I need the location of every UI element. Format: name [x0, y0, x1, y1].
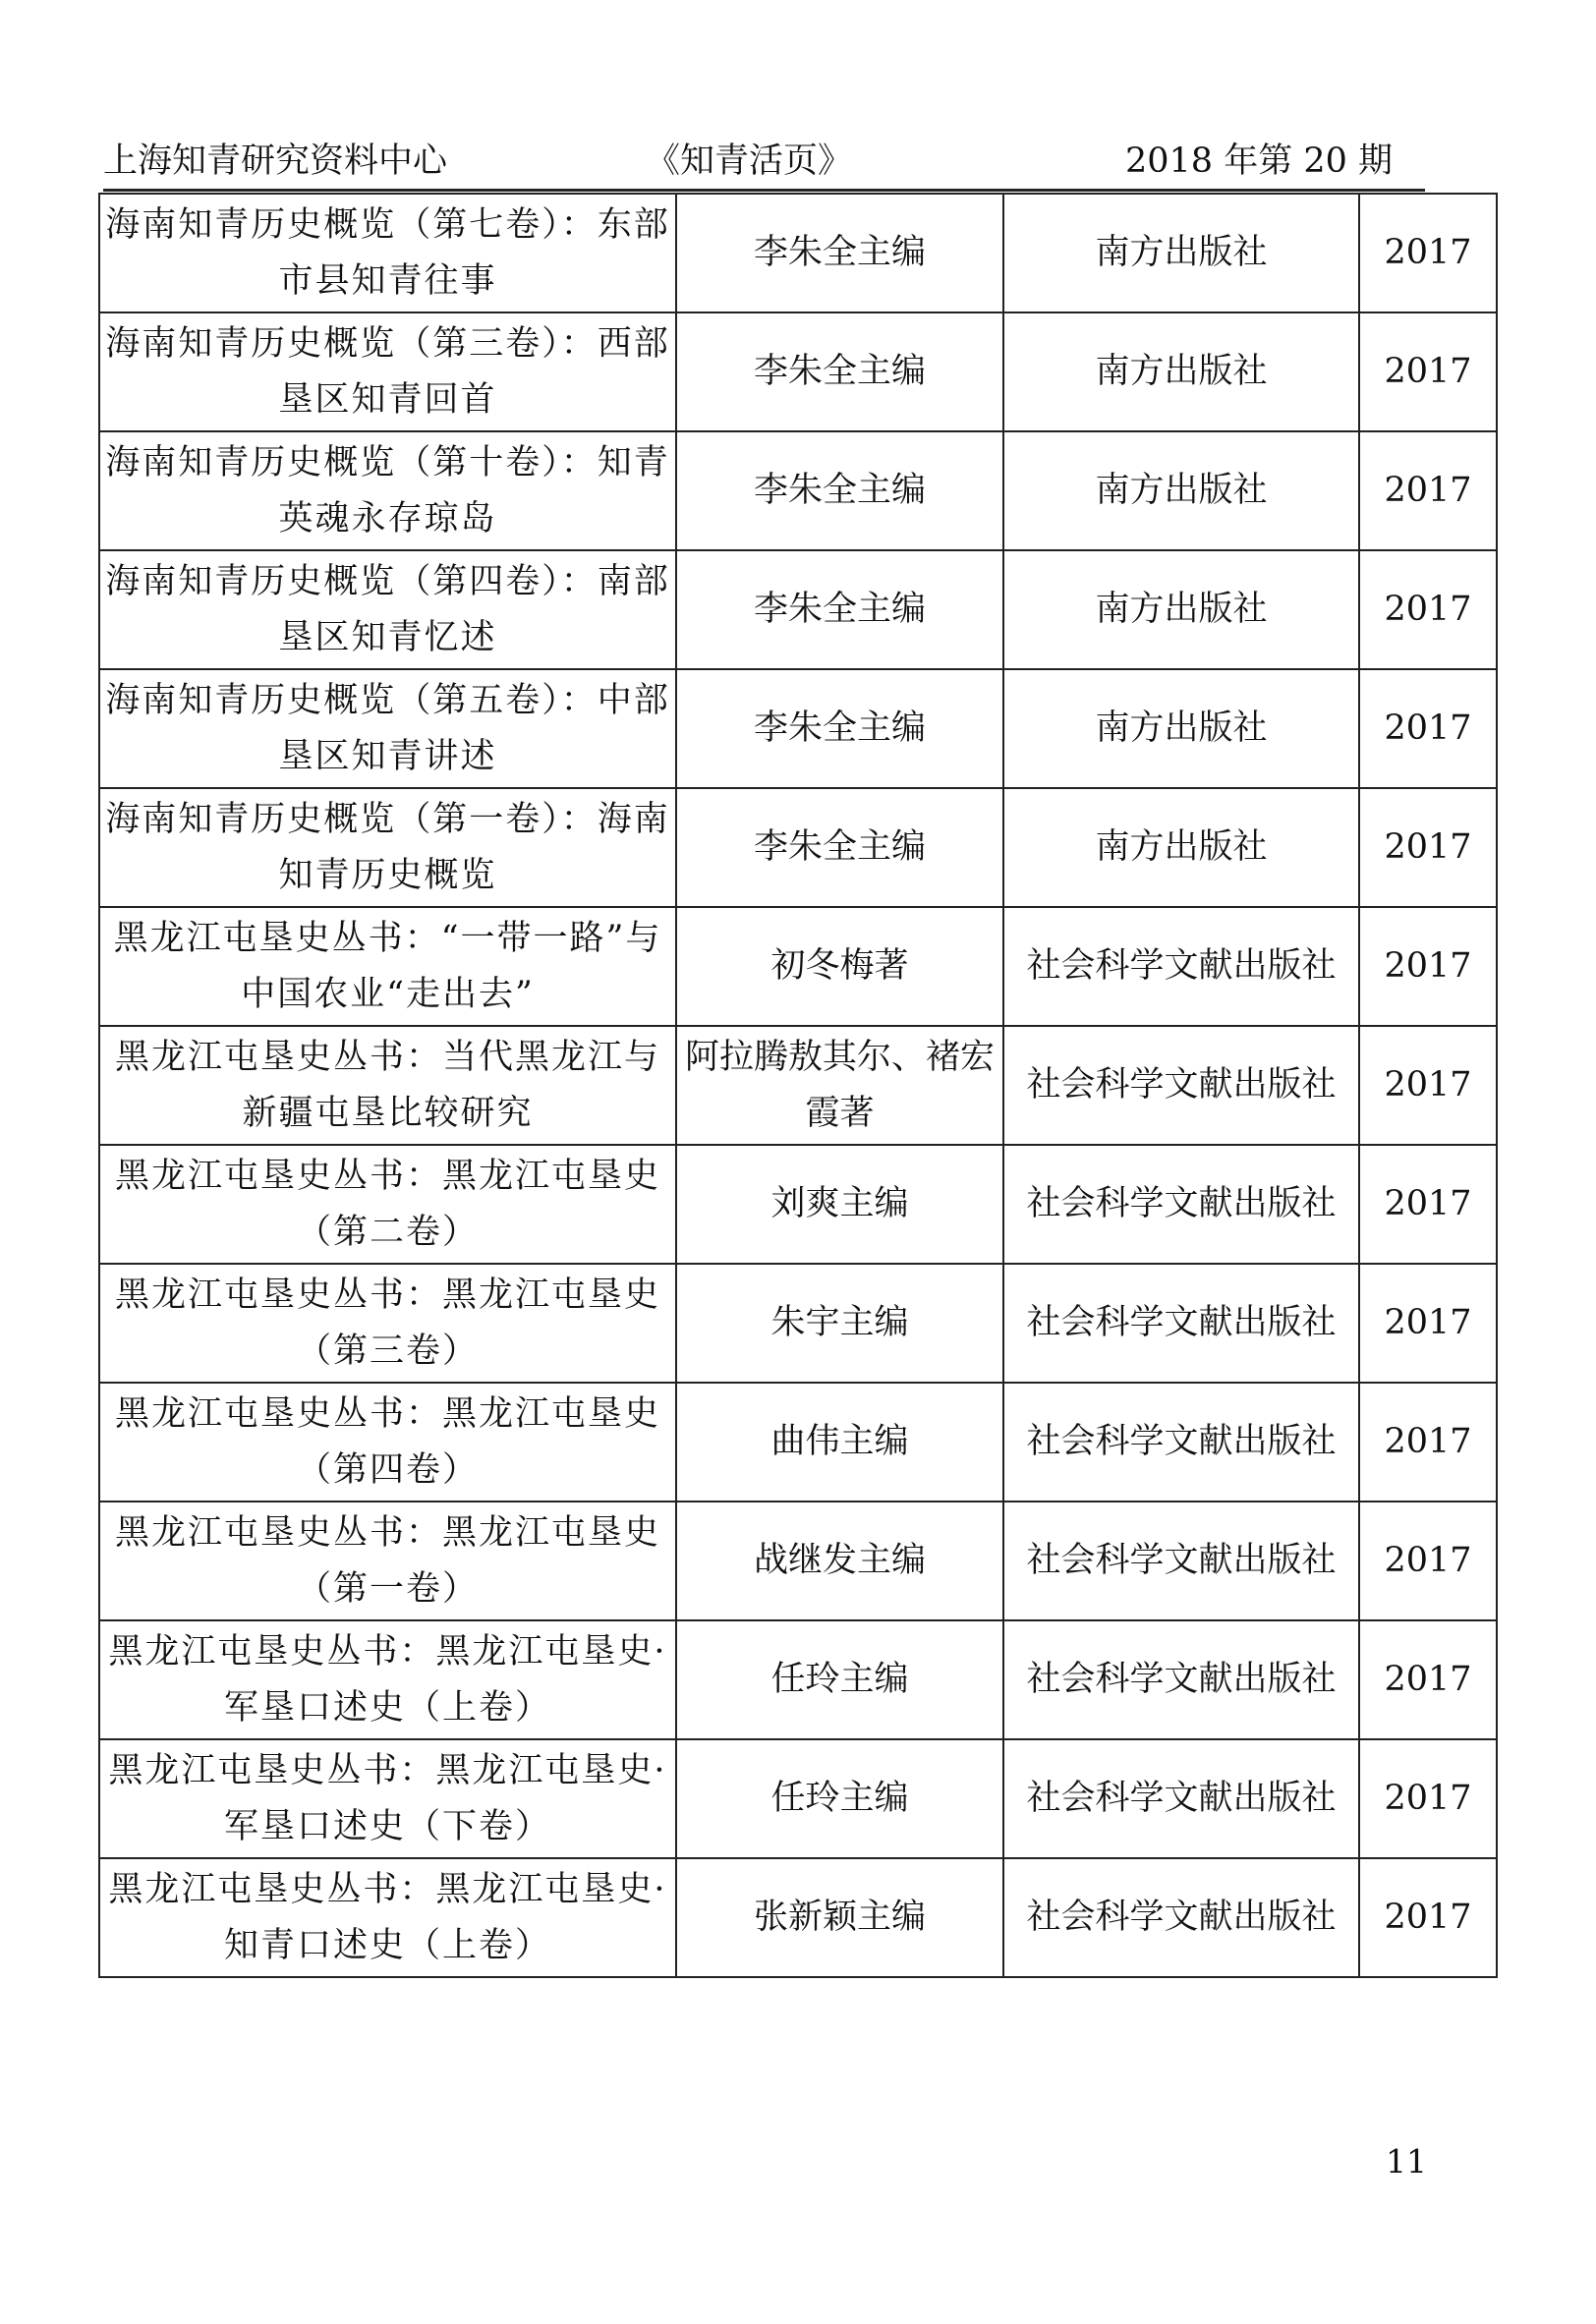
book-author-cell: 初冬梅著 — [676, 907, 1003, 1026]
book-year-cell: 2017 — [1359, 194, 1497, 312]
book-list-table — [98, 193, 1498, 1978]
book-year-cell: 2017 — [1359, 1620, 1497, 1739]
book-publisher-cell: 社会科学文献出版社 — [1003, 1383, 1359, 1502]
book-title-cell: 黑龙江屯垦史丛书：黑龙江屯垦史（第三卷） — [99, 1264, 676, 1383]
book-title-cell: 海南知青历史概览（第七卷）：东部市县知青往事 — [99, 194, 676, 312]
book-title-cell: 黑龙江屯垦史丛书：黑龙江屯垦史（第二卷） — [99, 1145, 676, 1264]
book-year-cell: 2017 — [1359, 1739, 1497, 1858]
table-row — [99, 431, 1497, 550]
table-row — [99, 1145, 1497, 1264]
book-title-cell: 黑龙江屯垦史丛书：黑龙江屯垦史（第四卷） — [99, 1383, 676, 1502]
book-publisher-cell: 社会科学文献出版社 — [1003, 1026, 1359, 1145]
book-publisher-cell: 社会科学文献出版社 — [1003, 1145, 1359, 1264]
book-year-cell: 2017 — [1359, 312, 1497, 431]
table-row — [99, 312, 1497, 431]
book-author-cell: 李朱全主编 — [676, 312, 1003, 431]
book-author-cell: 任玲主编 — [676, 1620, 1003, 1739]
book-year-cell: 2017 — [1359, 1383, 1497, 1502]
book-author-cell: 曲伟主编 — [676, 1383, 1003, 1502]
table-row — [99, 788, 1497, 907]
table-row — [99, 1383, 1497, 1502]
table-row — [99, 1858, 1497, 1977]
book-title-cell: 海南知青历史概览（第三卷）：西部垦区知青回首 — [99, 312, 676, 431]
book-author-cell: 李朱全主编 — [676, 550, 1003, 669]
page-header — [103, 126, 1425, 192]
book-author-cell: 朱宇主编 — [676, 1264, 1003, 1383]
table-row — [99, 194, 1497, 312]
book-publisher-cell: 南方出版社 — [1003, 431, 1359, 550]
book-title-cell: 黑龙江屯垦史丛书：当代黑龙江与新疆屯垦比较研究 — [99, 1026, 676, 1145]
book-year-cell: 2017 — [1359, 1145, 1497, 1264]
book-year-cell: 2017 — [1359, 1026, 1497, 1145]
book-publisher-cell: 社会科学文献出版社 — [1003, 907, 1359, 1026]
book-year-cell: 2017 — [1359, 907, 1497, 1026]
header-issue: 2018 年第 20 期 — [1125, 142, 1393, 181]
book-publisher-cell: 社会科学文献出版社 — [1003, 1739, 1359, 1858]
book-title-cell: 黑龙江屯垦史丛书：黑龙江屯垦史·军垦口述史（上卷） — [99, 1620, 676, 1739]
table-row — [99, 1502, 1497, 1620]
book-publisher-cell: 南方出版社 — [1003, 550, 1359, 669]
book-year-cell: 2017 — [1359, 550, 1497, 669]
book-year-cell: 2017 — [1359, 431, 1497, 550]
table-row — [99, 1620, 1497, 1739]
book-author-cell: 阿拉腾敖其尔、褚宏霞著 — [676, 1026, 1003, 1145]
book-author-cell: 李朱全主编 — [676, 194, 1003, 312]
book-publisher-cell: 社会科学文献出版社 — [1003, 1264, 1359, 1383]
book-year-cell: 2017 — [1359, 669, 1497, 788]
book-author-cell: 战继发主编 — [676, 1502, 1003, 1620]
book-year-cell: 2017 — [1359, 1858, 1497, 1977]
book-author-cell: 刘爽主编 — [676, 1145, 1003, 1264]
table-row — [99, 1739, 1497, 1858]
book-author-cell: 李朱全主编 — [676, 788, 1003, 907]
book-publisher-cell: 社会科学文献出版社 — [1003, 1620, 1359, 1739]
table-row — [99, 1264, 1497, 1383]
book-author-cell: 张新颖主编 — [676, 1858, 1003, 1977]
table-row — [99, 669, 1497, 788]
book-publisher-cell: 南方出版社 — [1003, 194, 1359, 312]
book-author-cell: 李朱全主编 — [676, 669, 1003, 788]
book-title-cell: 海南知青历史概览（第一卷）：海南知青历史概览 — [99, 788, 676, 907]
table-row — [99, 550, 1497, 669]
book-publisher-cell: 社会科学文献出版社 — [1003, 1858, 1359, 1977]
book-year-cell: 2017 — [1359, 788, 1497, 907]
book-title-cell: 黑龙江屯垦史丛书：黑龙江屯垦史·军垦口述史（下卷） — [99, 1739, 676, 1858]
book-publisher-cell: 南方出版社 — [1003, 669, 1359, 788]
book-author-cell: 任玲主编 — [676, 1739, 1003, 1858]
header-publication-title: 《知青活页》 — [646, 142, 853, 181]
book-author-cell: 李朱全主编 — [676, 431, 1003, 550]
book-publisher-cell: 南方出版社 — [1003, 312, 1359, 431]
book-list-body — [99, 194, 1497, 1977]
header-organization: 上海知青研究资料中心 — [103, 142, 448, 181]
book-year-cell: 2017 — [1359, 1502, 1497, 1620]
book-title-cell: 黑龙江屯垦史丛书：“一带一路”与中国农业“走出去” — [99, 907, 676, 1026]
book-title-cell: 海南知青历史概览（第四卷）：南部垦区知青忆述 — [99, 550, 676, 669]
book-title-cell: 黑龙江屯垦史丛书：黑龙江屯垦史（第一卷） — [99, 1502, 676, 1620]
table-row — [99, 1026, 1497, 1145]
book-title-cell: 海南知青历史概览（第十卷）：知青英魂永存琼岛 — [99, 431, 676, 550]
page-number: 11 — [1386, 2142, 1427, 2181]
table-row — [99, 907, 1497, 1026]
book-publisher-cell: 南方出版社 — [1003, 788, 1359, 907]
book-year-cell: 2017 — [1359, 1264, 1497, 1383]
book-title-cell: 黑龙江屯垦史丛书：黑龙江屯垦史·知青口述史（上卷） — [99, 1858, 676, 1977]
book-title-cell: 海南知青历史概览（第五卷）：中部垦区知青讲述 — [99, 669, 676, 788]
book-publisher-cell: 社会科学文献出版社 — [1003, 1502, 1359, 1620]
